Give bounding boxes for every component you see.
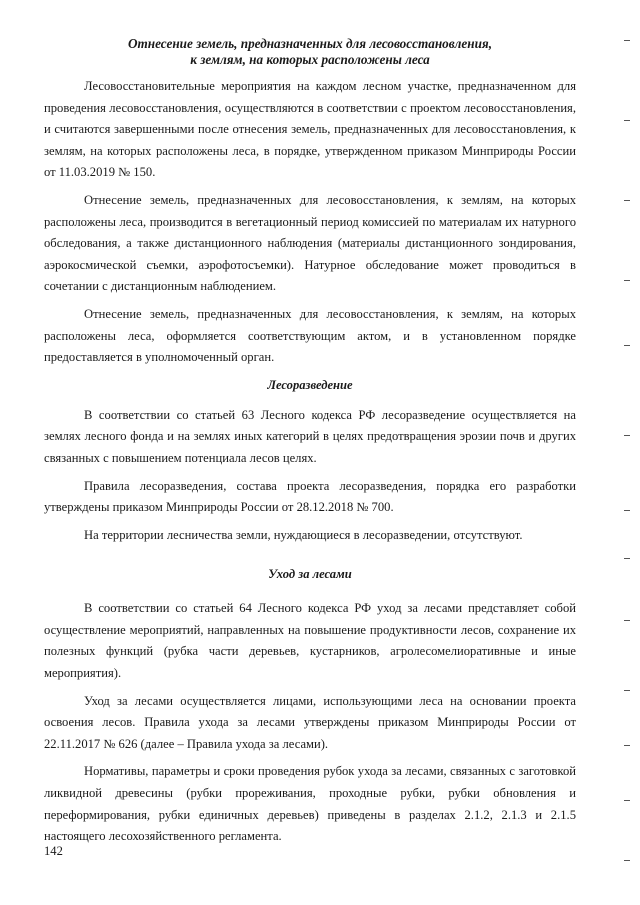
title-line-2: к землям, на которых расположены леса <box>190 52 430 67</box>
paragraph: В соответствии со статьей 64 Лесного кодекса РФ уход за лесами представляет собой осуществление мероприятий, направленных на повышение продуктивности лесов, сохранение их полезных функций (рубка части деревьев, кустарников, агролесомелиоративные и иные мероприятия). <box>44 601 576 681</box>
paragraph: Отнесение земель, предназначенных для лесовосстановления, к землям, на которых расположены леса, производится в вегетационный период комиссией по материалам их натурного обследования, а также дистанционного наблюдения (материалы дистанционного зондирования, аэрокосмической съемки, аэрофотосъемки). Натурное обследование может проводиться в сочетании с дистанционным наблюдением. <box>44 192 576 294</box>
paragraph: Правила лесоразведения, состава проекта лесоразведения, порядка его разработки утверждены приказом Минприроды России от 28.12.2018 № 700. <box>44 478 576 515</box>
section-heading-afforestation: Лесоразведение <box>267 377 353 392</box>
paragraph: На территории лесничества земли, нуждающиеся в лесоразведении, отсутствуют. <box>84 527 523 542</box>
paragraph: Отнесение земель, предназначенных для лесовосстановления, к землям, на которых расположены леса, оформляется соответствующим актом, и в установленном порядке предоставляется в уполномоченный орган. <box>44 306 576 365</box>
title-line-1: Отнесение земель, предназначенных для лесовосстановления, <box>128 36 492 51</box>
paragraph: Лесовосстановительные мероприятия на каждом лесном участке, предназначенном для проведения лесовосстановления, осуществляются в соответствии с проектом лесовосстановления, и считаются завершенными после отнесения земель, предназначенных для лесовосстановления, к землям, на которых расположены леса, в порядке, утвержденном приказом Минприроды России от 11.03.2019 № 150. <box>44 79 576 180</box>
document-page <box>44 36 576 854</box>
scan-margin-marks <box>622 0 630 905</box>
paragraph: Уход за лесами осуществляется лицами, использующими леса на основании проекта освоения лесов. Правила ухода за лесами утверждены приказом Минприроды России от 22.11.2017 № 626 (далее – Правила ухода за лесами). <box>44 693 576 751</box>
section-heading-forest-care: Уход за лесами <box>268 567 352 582</box>
paragraph: Нормативы, параметры и сроки проведения рубок ухода за лесами, связанных с заготовкой ликвидной древесины (рубки прореживания, проходные рубки, рубки обновления и переформирования, рубки единичных деревьев) приведены в разделах 2.1.2, 2.1.3 и 2.1.5 настоящего лесохозяйственного регламента. <box>44 764 576 844</box>
section-title-reforestation <box>44 36 576 68</box>
paragraph: В соответствии со статьей 63 Лесного кодекса РФ лесоразведение осуществляется на землях лесного фонда и на землях иных категорий в целях предотвращения эрозии почв и других связанных с повышением потенциала лесов целях. <box>44 407 576 465</box>
page-number: 142 <box>44 844 63 858</box>
